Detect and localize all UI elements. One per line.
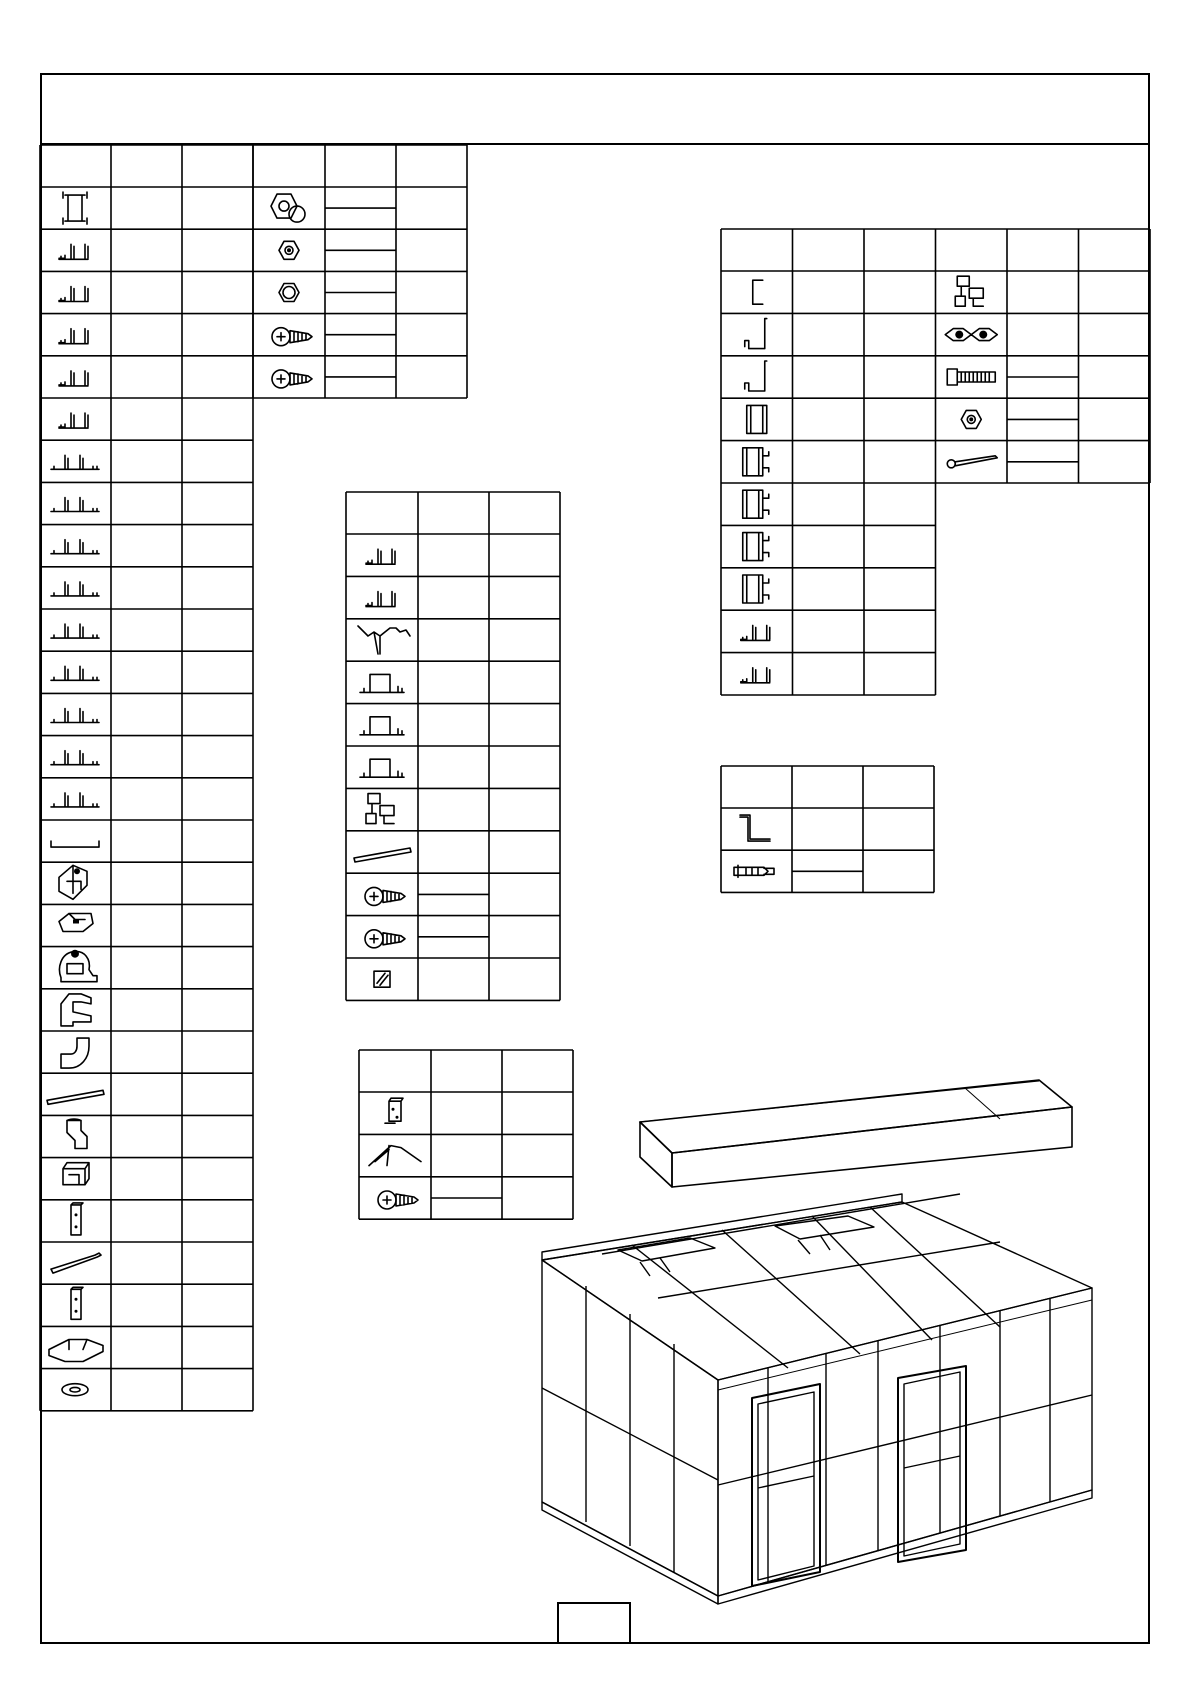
ridge-profile-icon (360, 717, 404, 735)
l-profile-icon (745, 361, 767, 391)
nut-icon (961, 410, 981, 428)
wide-profile-icon (51, 540, 99, 554)
wide-profile-icon (51, 624, 99, 638)
long-screw-icon (947, 456, 997, 468)
flat-profile-icon (51, 841, 99, 847)
frame-profile-icon (747, 405, 767, 433)
vent-arm-icon (358, 626, 410, 654)
hinge-icon (945, 329, 997, 341)
opener-icon (369, 1146, 421, 1166)
wide-profile-icon (51, 455, 99, 469)
bolt-icon (271, 194, 305, 222)
corner-bracket-icon (59, 865, 87, 899)
clamp-icon (63, 1163, 89, 1185)
t-profiles-grid (40, 145, 255, 1413)
t-fasteners-grid (253, 145, 469, 400)
wide-profile-icon (51, 666, 99, 680)
wide-profile-icon (51, 751, 99, 765)
door-profile-icon (743, 448, 769, 476)
profile-icon (366, 549, 395, 564)
fasteners-table (253, 145, 469, 399)
screw-icon (365, 887, 405, 905)
corner-connector-icon (955, 276, 983, 306)
profiles-table (40, 145, 255, 1413)
t-anchor-grid (721, 766, 936, 894)
rod-icon (47, 1090, 104, 1104)
t-door-grid (721, 229, 1152, 697)
ridge-profile-icon (360, 759, 404, 777)
screw-icon (272, 328, 312, 346)
cap-nut-icon (279, 284, 299, 302)
door-profile-icon (743, 533, 769, 561)
ridge-profile-icon (360, 674, 404, 692)
screw-icon (365, 930, 405, 948)
long-bolt-icon (947, 369, 995, 385)
vent-parts-table (346, 492, 562, 1000)
gutter-connector-icon (60, 950, 98, 982)
angle-bracket-icon (740, 815, 770, 841)
downpipe-icon (67, 1119, 87, 1149)
anchor-parts-table (721, 766, 936, 893)
l-profile-icon (745, 319, 767, 349)
page-number-box (557, 1602, 631, 1644)
crate-drawing (630, 1075, 1080, 1195)
corner-connector-icon (366, 794, 394, 824)
wall-plug-icon (734, 865, 774, 877)
washer-icon (62, 1384, 88, 1396)
screw-icon (378, 1191, 418, 1209)
greenhouse-drawing (530, 1190, 1120, 1610)
clip-icon (59, 914, 93, 932)
profile-icon (59, 413, 88, 428)
door-parts-table (721, 229, 1151, 695)
plate-icon (71, 1287, 83, 1319)
profile-icon (741, 668, 770, 683)
wide-profile-icon (51, 498, 99, 512)
hook-bracket-icon (61, 994, 91, 1026)
wide-profile-icon (51, 793, 99, 807)
sliding-block-icon (49, 1340, 103, 1362)
profile-icon (59, 287, 88, 302)
profile-icon (366, 592, 395, 607)
profile-icon (741, 625, 770, 640)
glass-pane-icon (374, 971, 390, 987)
profile-icon (59, 244, 88, 259)
column-profile-icon (63, 192, 87, 224)
door-profile-icon (743, 575, 769, 603)
elbow-icon (61, 1038, 89, 1068)
screw-icon (272, 370, 312, 388)
wide-profile-icon (51, 582, 99, 596)
tie-bar-icon (51, 1253, 101, 1273)
plate-icon (71, 1203, 83, 1235)
wide-profile-icon (51, 709, 99, 723)
c-profile-icon (753, 280, 763, 304)
door-profile-icon (743, 490, 769, 518)
profile-icon (59, 371, 88, 386)
bracket-icon (385, 1098, 403, 1123)
profile-icon (59, 329, 88, 344)
title-band (40, 73, 1150, 145)
rod-icon (354, 848, 411, 862)
t-vent-grid (346, 492, 562, 1002)
nut-icon (279, 241, 299, 259)
